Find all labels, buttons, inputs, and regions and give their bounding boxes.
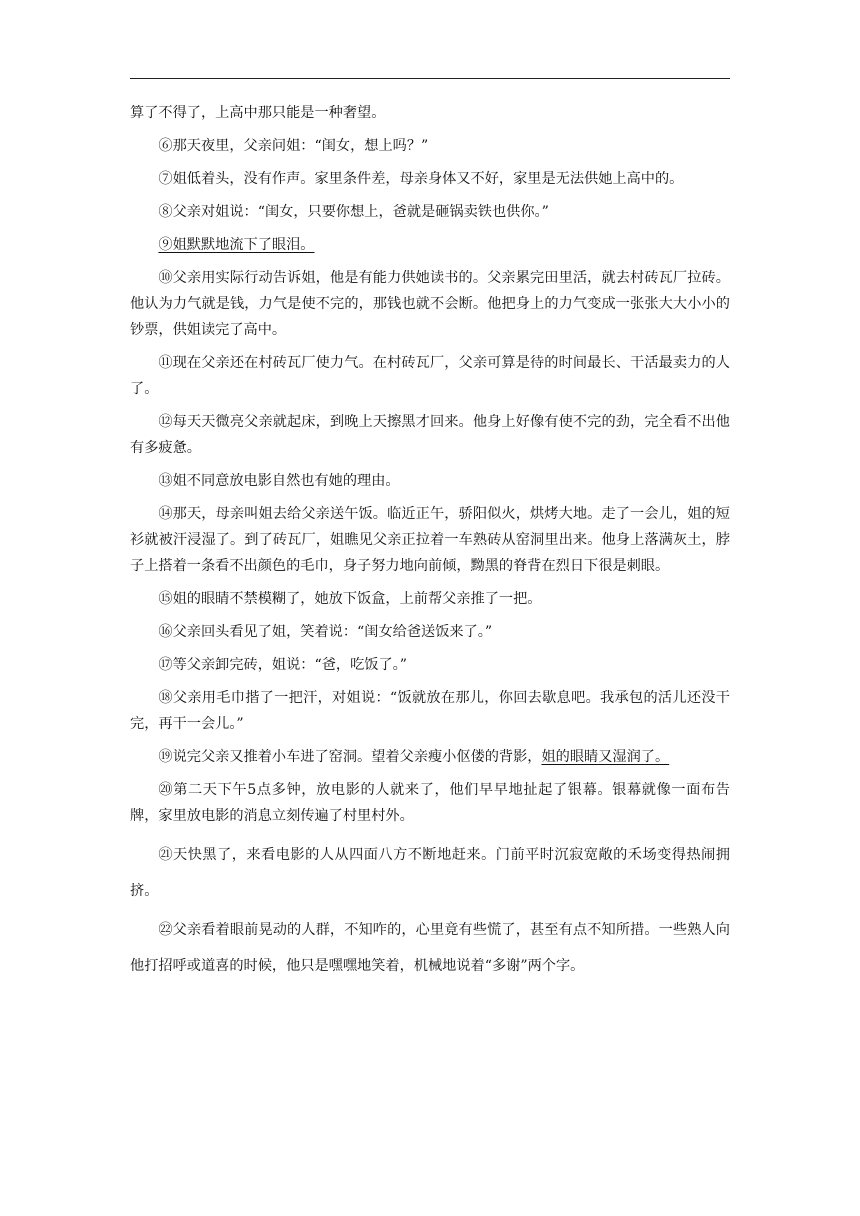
paragraph-12: ⑫每天天微亮父亲就起床，到晚上天擦黑才回来。他身上好像有使不完的劲，完全看不出他有多疲惫。 (130, 414, 730, 456)
paragraph-13: ⑬姐不同意放电影自然也有她的理由。 (158, 473, 400, 489)
paragraph-21: ㉑天快黑了，来看电影的人从四面八方不断地赶来。门前平时沉寂宽敞的禾场变得热闹拥挤。 (130, 847, 730, 899)
underlined-sentence-19: 姐的眼睛又湿润了。 (541, 749, 670, 765)
paragraph-16: ⑯父亲回头看见了姐，笑着说：“闺女给爸送饭来了。” (158, 624, 493, 640)
paragraph-7: ⑦姐低着头，没有作声。家里条件差，母亲身体又不好，家里是无法供她上高中的。 (158, 171, 684, 187)
paragraph-10: ⑩父亲用实际行动告诉姐，他是有能力供她读书的。父亲累完田里活，就去村砖瓦厂拉砖。他认为力气就是钱，力气是使不完的，那钱也就不会断。他把身上的力气变成一张张大大小小的钞票，供姐读完了高中。 (130, 270, 730, 338)
paragraph-17: ⑰等父亲卸完砖，姐说：“爸，吃饭了。” (158, 657, 407, 673)
header-rule (130, 78, 730, 79)
paragraph-19 (130, 744, 730, 770)
underlined-sentence-9: ⑨姐默默地流下了眼泪。 (158, 237, 315, 253)
paragraph-6: ⑥那天夜里，父亲问姐：“闺女，想上吗？” (158, 138, 429, 154)
paragraph-11: ⑪现在父亲还在村砖瓦厂使力气。在村砖瓦厂，父亲可算是待的时间最长、干活最卖力的人了。 (130, 355, 730, 397)
paragraph-20: ⑳第二天下午5点多钟，放电影的人就来了，他们早早地扯起了银幕。银幕就像一面布告牌，家里放电影的消息立刻传遍了村里村外。 (130, 782, 730, 824)
paragraph-15: ⑮姐的眼睛不禁模糊了，她放下饭盒，上前帮父亲推了一把。 (158, 591, 542, 607)
article-body (130, 100, 730, 987)
paragraph-8: ⑧父亲对姐说：“闺女，只要你想上，爸就是砸锅卖铁也供你。” (158, 204, 549, 220)
paragraph-22: ㉒父亲看着眼前晃动的人群，不知咋的，心里竟有些慌了，甚至有点不知所措。一些熟人向他打招呼或道喜的时候，他只是嘿嘿地笑着，机械地说着“多谢”两个字。 (130, 922, 730, 974)
paragraph-14: ⑭那天，母亲叫姐去给父亲送午饭。临近正午，骄阳似火，烘烤大地。走了一会儿，姐的短衫就被汗浸湿了。到了砖瓦厂，姐瞧见父亲正拉着一车熟砖从窑洞里出来。他身上落满灰土，脖子上搭着一条看不出颜色的毛巾，身子努力地向前倾，黝黑的脊背在烈日下很是刺眼。 (130, 506, 730, 574)
paragraph-9 (130, 232, 730, 258)
paragraph-19-text: ⑲说完父亲又推着小车进了窑洞。望着父亲瘦小伛偻的背影， (158, 749, 542, 765)
paragraph-18: ⑱父亲用毛巾揩了一把汗，对姐说：“饭就放在那儿，你回去歇息吧。我承包的活儿还没干完，再干一会儿。” (130, 690, 730, 732)
paragraph-continued: 算了不得了，上高中那只能是一种奢望。 (130, 105, 386, 121)
